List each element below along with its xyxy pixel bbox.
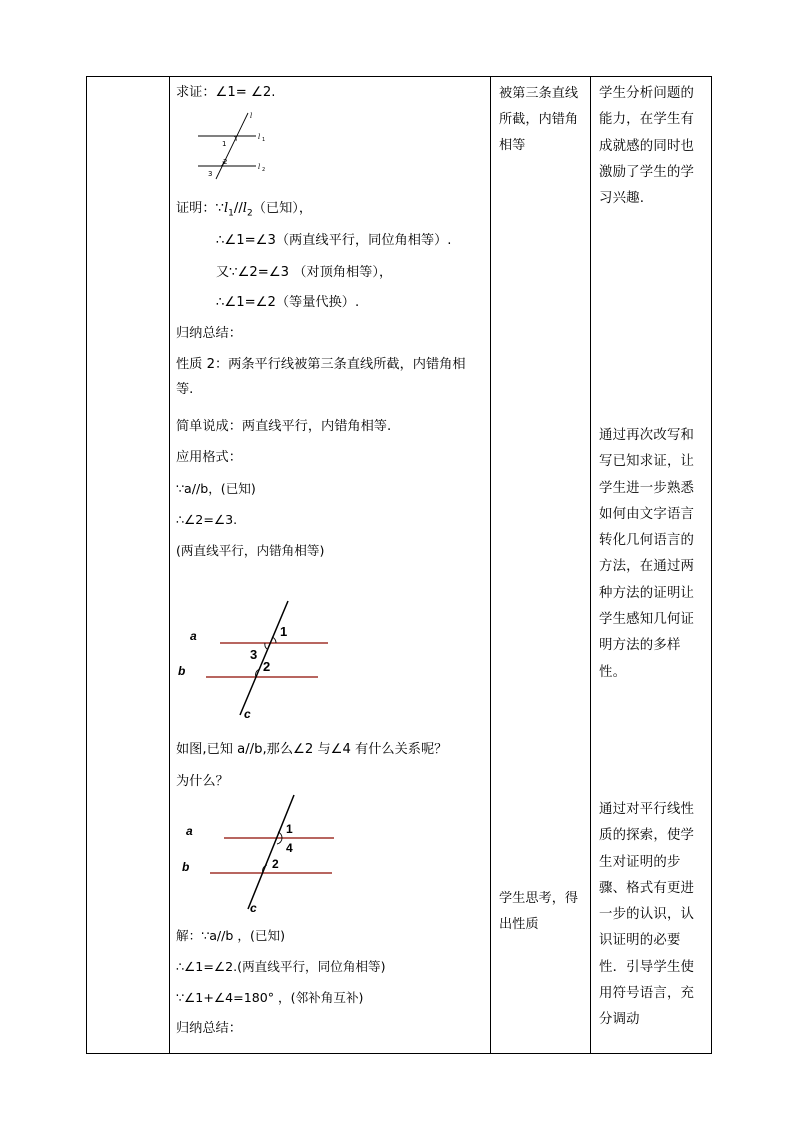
- format-title: 应用格式：: [176, 450, 242, 465]
- col-1-empty: [87, 77, 170, 1054]
- proof-step-3: ∴∠1=∠2（等量代换）.: [216, 295, 360, 310]
- to-prove-line: 求证：∠1= ∠2.: [176, 85, 276, 100]
- label-angle-1: 1: [286, 822, 293, 836]
- line-l: [216, 113, 248, 179]
- label-b: b: [182, 860, 190, 874]
- angle-3: 3: [208, 170, 213, 178]
- proof-l1-sub: 1: [228, 208, 234, 219]
- proof-line: [176, 201, 312, 222]
- solution-line-2: ∴∠1=∠2.(两直线平行，同位角相等): [176, 959, 386, 974]
- solution-line-3: ∵∠1+∠4=180° ，(邻补角互补): [176, 990, 364, 1005]
- property-line-1: 性质 2：两条平行线被第三条直线所截，内错角相: [176, 357, 466, 372]
- label-l: l: [250, 112, 253, 120]
- col-4-intent: [591, 77, 712, 1054]
- solution-line-1: 解：∵a//b ，(已知): [176, 928, 286, 943]
- proof-step-1: ∴∠1=∠3（两直线平行，同位角相等）.: [216, 233, 452, 248]
- lesson-table: [86, 76, 712, 1054]
- label-angle-3: 3: [250, 647, 258, 662]
- activity-text-2: 学生思考，得出性质: [499, 891, 579, 932]
- proof-known: （已知），: [252, 201, 313, 216]
- col-3-activity: [491, 77, 591, 1054]
- arc-angle-4: [277, 838, 282, 844]
- proof-l2: l: [242, 201, 248, 216]
- format-line-3: (两直线平行，内错角相等): [176, 543, 325, 558]
- intent-text-3: 通过对平行线性质的探索，使学生对证明的步骤、格式有更进一步的认识，认识证明的必要性．引导学生使用符号语言，充分调动: [599, 802, 695, 1028]
- proof-l2-sub: 2: [247, 208, 253, 219]
- simple-statement: 简单说成：两直线平行，内错角相等.: [176, 419, 392, 434]
- question-line-1: 如图,已知 a//b,那么∠2 与∠4 有什么关系呢？: [176, 742, 448, 757]
- label-l1: l: [258, 133, 261, 141]
- col-2-content: [170, 77, 491, 1054]
- label-l1-sub: 1: [262, 137, 266, 143]
- line-c: [240, 601, 288, 715]
- label-a: a: [186, 824, 193, 838]
- format-line-2: ∴∠2=∠3.: [176, 512, 238, 527]
- intent-text-1: 学生分析问题的能力，在学生有成就感的同时也激励了学生的学习兴趣.: [599, 86, 695, 207]
- label-l2-sub: 2: [262, 167, 266, 173]
- intent-text-2: 通过再次改写和写已知求证，让学生进一步熟悉如何由文字语言转化几何语言的方法，在通过两种方法的证明让学生感知几何证明方法的多样性。: [599, 428, 695, 680]
- angle-2: 2: [223, 158, 228, 166]
- format-line-1: ∵a//b，(已知): [176, 481, 256, 496]
- proof-l1: l: [223, 201, 229, 216]
- label-angle-2: 2: [272, 857, 279, 871]
- label-angle-4: 4: [286, 841, 293, 855]
- figure-2: [178, 597, 342, 721]
- angle-1: 1: [222, 140, 227, 148]
- label-c: c: [250, 901, 257, 915]
- figure-1: [192, 109, 272, 181]
- label-angle-2: 2: [263, 659, 271, 674]
- proof-step-2: 又∵∠2=∠3 （对顶角相等），: [216, 265, 393, 280]
- figure-3: [182, 791, 342, 915]
- question-line-2: 为什么？: [176, 774, 229, 789]
- proof-slash: //: [233, 201, 243, 216]
- label-a: a: [190, 629, 197, 643]
- label-l2: l: [258, 163, 261, 171]
- activity-text-1: 被第三条直线所截，内错角相等: [499, 86, 579, 153]
- label-c: c: [244, 707, 251, 721]
- label-angle-1: 1: [280, 624, 288, 639]
- arc-angle-3: [265, 643, 267, 649]
- proof-prefix: 证明：∵: [176, 201, 224, 216]
- summary-1: 归纳总结：: [176, 326, 242, 341]
- label-b: b: [178, 664, 186, 678]
- summary-2: 归纳总结：: [176, 1021, 242, 1036]
- property-line-2: 等.: [176, 382, 194, 397]
